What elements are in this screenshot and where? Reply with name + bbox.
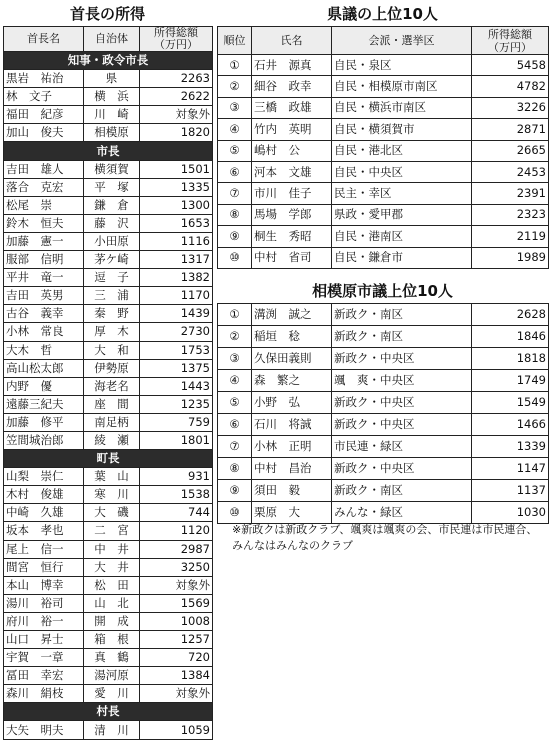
income-total: 2665 [472,140,549,161]
table-row [218,326,549,348]
table-row [4,576,213,594]
income-total: 2453 [472,161,549,182]
income-total: 720 [140,649,213,667]
table-row [218,348,549,370]
faction-district: 颯 爽・中央区 [332,370,472,392]
income-total: 1317 [140,251,213,269]
rank: ① [218,304,252,326]
rank: ⑥ [218,414,252,436]
table-row [4,631,213,649]
income-total: 1375 [140,359,213,377]
municipality: 開 成 [84,612,140,630]
faction-district: 自民・横浜市南区 [332,97,472,118]
income-total: 1384 [140,667,213,685]
member-name: 森 繁之 [252,370,332,392]
municipality: 厚 木 [84,323,140,341]
rank: ⑤ [218,392,252,414]
column-header: 氏名 [252,27,332,55]
income-total: 2628 [472,304,549,326]
table-row [4,88,213,106]
member-name: 嶋村 公 [252,140,332,161]
table-row [218,458,549,480]
table-row [218,304,549,326]
column-header: 首長名 [4,27,84,52]
income-total: 1569 [140,594,213,612]
table-row [4,287,213,305]
section-header-row [4,703,213,721]
municipality: 座 間 [84,395,140,413]
member-name: 三橋 政雄 [252,97,332,118]
income-total: 1147 [472,458,549,480]
table-row [4,70,213,88]
income-total: 1116 [140,232,213,250]
mayor-name: 本山 博幸 [4,576,84,594]
income-total: 744 [140,504,213,522]
income-total: 2987 [140,540,213,558]
table-row [4,721,213,739]
table-row [4,106,213,124]
municipality: 綾 瀬 [84,431,140,449]
rank: ⑨ [218,480,252,502]
municipality: 伊勢原 [84,359,140,377]
income-total: 3250 [140,558,213,576]
member-name: 中村 昌治 [252,458,332,480]
faction-district: 県政・愛甲郡 [332,204,472,225]
income-total: 対象外 [140,576,213,594]
faction-district: 自民・横須賀市 [332,119,472,140]
rank: ⑦ [218,183,252,204]
pref-table-title: 県議の上位10人 [327,5,438,23]
table-row [4,377,213,395]
faction-district: 新政ク・中央区 [332,414,472,436]
faction-district: 自民・鎌倉市 [332,247,472,268]
mayor-name: 尾上 信一 [4,540,84,558]
table-row [218,480,549,502]
table-row [4,594,213,612]
rank: ③ [218,97,252,118]
municipality: 愛 川 [84,685,140,703]
header-row [218,27,549,55]
income-total: 2871 [472,119,549,140]
column-header: 順位 [218,27,252,55]
income-total: 931 [140,468,213,486]
faction-district: 自民・中央区 [332,161,472,182]
member-name: 小野 弘 [252,392,332,414]
table-row [218,55,549,76]
faction-district: 新政ク・南区 [332,326,472,348]
column-header: 所得総額 （万円） [472,27,549,55]
mayor-name: 府川 裕一 [4,612,84,630]
member-name: 馬場 学郎 [252,204,332,225]
table-row [218,161,549,182]
table-row [4,395,213,413]
table-row [218,436,549,458]
mayor-name: 小林 常良 [4,323,84,341]
mayor-name: 大矢 明夫 [4,721,84,739]
table-row [4,305,213,323]
municipality: 秦 野 [84,305,140,323]
municipality: 箱 根 [84,631,140,649]
rank: ⑧ [218,458,252,480]
section-label: 村長 [4,703,213,721]
income-total: 1820 [140,124,213,142]
section-label: 知事・政令市長 [4,52,213,70]
income-total: 1008 [140,612,213,630]
mayor-name: 黒岩 祐治 [4,70,84,88]
income-total: 3226 [472,97,549,118]
mayor-name: 宇賀 一章 [4,649,84,667]
income-total: 1749 [472,370,549,392]
mayor-name: 間宮 恒行 [4,558,84,576]
table-row [4,685,213,703]
income-total: 1549 [472,392,549,414]
income-total: 1501 [140,160,213,178]
table-row [4,413,213,431]
table-row [218,392,549,414]
municipality: 横須賀 [84,160,140,178]
section-header-row [4,142,213,160]
municipality: 大 井 [84,558,140,576]
rank: ⑤ [218,140,252,161]
mayor-name: 山梨 崇仁 [4,468,84,486]
mayor-name: 平井 竜一 [4,269,84,287]
table-row [4,251,213,269]
table-row [4,323,213,341]
column-header: 自治体 [84,27,140,52]
faction-district: みんな・緑区 [332,502,472,524]
municipality: 葉 山 [84,468,140,486]
income-total: 5458 [472,55,549,76]
municipality: 鎌 倉 [84,196,140,214]
income-total: 1170 [140,287,213,305]
table-row [218,502,549,524]
rank: ⑧ [218,204,252,225]
table-row [218,140,549,161]
member-name: 石井 源真 [252,55,332,76]
income-total: 1059 [140,721,213,739]
column-header: 所得総額 （万円） [140,27,213,52]
mayor-name: 山口 昇士 [4,631,84,649]
table-row [218,204,549,225]
mayor-name: 吉田 英男 [4,287,84,305]
income-total: 2622 [140,88,213,106]
mayor-name: 冨田 幸宏 [4,667,84,685]
mayor-name: 笠間城治郎 [4,431,84,449]
income-total: 1120 [140,522,213,540]
mayor-name: 松尾 崇 [4,196,84,214]
mayor-name: 森川 絹枝 [4,685,84,703]
column-header: 会派・選挙区 [332,27,472,55]
member-name: 栗原 大 [252,502,332,524]
mayor-name: 坂本 孝也 [4,522,84,540]
income-total: 1753 [140,341,213,359]
table-row [218,247,549,268]
income-total: 1382 [140,269,213,287]
section-header-row [4,52,213,70]
section-label: 町長 [4,450,213,468]
table-row [4,341,213,359]
income-total: 1300 [140,196,213,214]
member-name: 市川 佳子 [252,183,332,204]
table-row [4,522,213,540]
income-total: 1439 [140,305,213,323]
table-row [4,468,213,486]
faction-district: 市民連・緑区 [332,436,472,458]
mayor-name: 福田 紀彦 [4,106,84,124]
mayor-name: 湯川 裕司 [4,594,84,612]
table-row [4,196,213,214]
income-total: 1335 [140,178,213,196]
rank: ① [218,55,252,76]
municipality: 真 鶴 [84,649,140,667]
income-total: 2263 [140,70,213,88]
section-label: 市長 [4,142,213,160]
faction-district: 自民・港南区 [332,226,472,247]
income-total: 1339 [472,436,549,458]
municipality: 相模原 [84,124,140,142]
income-total: 2391 [472,183,549,204]
mayor-name: 高山松太郎 [4,359,84,377]
municipality: 中 井 [84,540,140,558]
saga-table-title: 相模原市議上位10人 [312,282,453,300]
table-row [218,183,549,204]
mayor-name: 加藤 憲一 [4,232,84,250]
table-row [4,649,213,667]
member-name: 稲垣 稔 [252,326,332,348]
income-total: 1137 [472,480,549,502]
table-row [4,359,213,377]
faction-district: 自民・泉区 [332,55,472,76]
rank: ⑩ [218,502,252,524]
table-row [4,540,213,558]
income-total: 2119 [472,226,549,247]
table-row [4,232,213,250]
table-row [218,119,549,140]
table-row [4,431,213,449]
rank: ⑦ [218,436,252,458]
income-total: 1801 [140,431,213,449]
left-table-title: 首長の所得 [69,5,145,23]
rank: ⑥ [218,161,252,182]
income-total: 1846 [472,326,549,348]
sagamihara-council-table [217,303,549,524]
table-row [218,414,549,436]
municipality: 海老名 [84,377,140,395]
mayor-name: 加藤 修平 [4,413,84,431]
pref-assembly-table [217,26,549,269]
municipality: 清 川 [84,721,140,739]
income-total: 1538 [140,486,213,504]
municipality: 山 北 [84,594,140,612]
income-total: 4782 [472,76,549,97]
municipality: 県 [84,70,140,88]
member-name: 桐生 秀昭 [252,226,332,247]
footnote: ※新政クは新政クラブ、颯爽は颯爽の会、市民連は市民連合、みんなはみんなのクラブ [232,523,538,552]
faction-district: 民主・幸区 [332,183,472,204]
municipality: 大 和 [84,341,140,359]
header-row [4,27,213,52]
mayor-name: 中崎 久雄 [4,504,84,522]
income-total: 1466 [472,414,549,436]
member-name: 細谷 政幸 [252,76,332,97]
rank: ③ [218,348,252,370]
table-row [4,214,213,232]
municipality: 小田原 [84,232,140,250]
member-name: 河本 文雄 [252,161,332,182]
income-total: 1653 [140,214,213,232]
mayor-name: 遠藤三紀夫 [4,395,84,413]
section-header-row [4,450,213,468]
table-row [4,504,213,522]
income-total: 対象外 [140,685,213,703]
table-row [4,667,213,685]
table-row [218,226,549,247]
income-total: 1818 [472,348,549,370]
mayor-name: 服部 信明 [4,251,84,269]
table-row [4,486,213,504]
municipality: 三 浦 [84,287,140,305]
municipality: 横 浜 [84,88,140,106]
mayor-income-table [3,26,213,740]
municipality: 逗 子 [84,269,140,287]
table-row [4,558,213,576]
mayor-name: 加山 俊夫 [4,124,84,142]
mayor-name: 鈴木 恒夫 [4,214,84,232]
faction-district: 新政ク・中央区 [332,392,472,414]
member-name: 溝渕 誠之 [252,304,332,326]
municipality: 南足柄 [84,413,140,431]
mayor-name: 古谷 義幸 [4,305,84,323]
mayor-name: 大木 哲 [4,341,84,359]
income-total: 1443 [140,377,213,395]
faction-district: 新政ク・南区 [332,304,472,326]
table-row [4,178,213,196]
table-row [218,370,549,392]
municipality: 大 磯 [84,504,140,522]
member-name: 中村 省司 [252,247,332,268]
income-total: 759 [140,413,213,431]
mayor-name: 吉田 雄人 [4,160,84,178]
income-total: 1030 [472,502,549,524]
municipality: 川 崎 [84,106,140,124]
faction-district: 新政ク・南区 [332,480,472,502]
member-name: 久保田義則 [252,348,332,370]
mayor-name: 落合 克宏 [4,178,84,196]
income-total: 1257 [140,631,213,649]
municipality: 平 塚 [84,178,140,196]
faction-district: 自民・相模原市南区 [332,76,472,97]
mayor-name: 木村 俊雄 [4,486,84,504]
member-name: 須田 毅 [252,480,332,502]
municipality: 松 田 [84,576,140,594]
rank: ⑨ [218,226,252,247]
income-total: 2730 [140,323,213,341]
member-name: 石川 将誠 [252,414,332,436]
table-row [4,269,213,287]
municipality: 二 宮 [84,522,140,540]
table-row [4,160,213,178]
member-name: 小林 正明 [252,436,332,458]
faction-district: 新政ク・中央区 [332,458,472,480]
mayor-name: 内野 優 [4,377,84,395]
rank: ④ [218,370,252,392]
table-row [4,612,213,630]
table-row [218,76,549,97]
income-total: 2323 [472,204,549,225]
municipality: 寒 川 [84,486,140,504]
rank: ② [218,76,252,97]
income-total: 1989 [472,247,549,268]
rank: ④ [218,119,252,140]
table-row [4,124,213,142]
faction-district: 新政ク・中央区 [332,348,472,370]
mayor-name: 林 文子 [4,88,84,106]
income-total: 対象外 [140,106,213,124]
table-row [218,97,549,118]
municipality: 茅ケ崎 [84,251,140,269]
rank: ⑩ [218,247,252,268]
member-name: 竹内 英明 [252,119,332,140]
municipality: 湯河原 [84,667,140,685]
rank: ② [218,326,252,348]
municipality: 藤 沢 [84,214,140,232]
income-total: 1235 [140,395,213,413]
faction-district: 自民・港北区 [332,140,472,161]
